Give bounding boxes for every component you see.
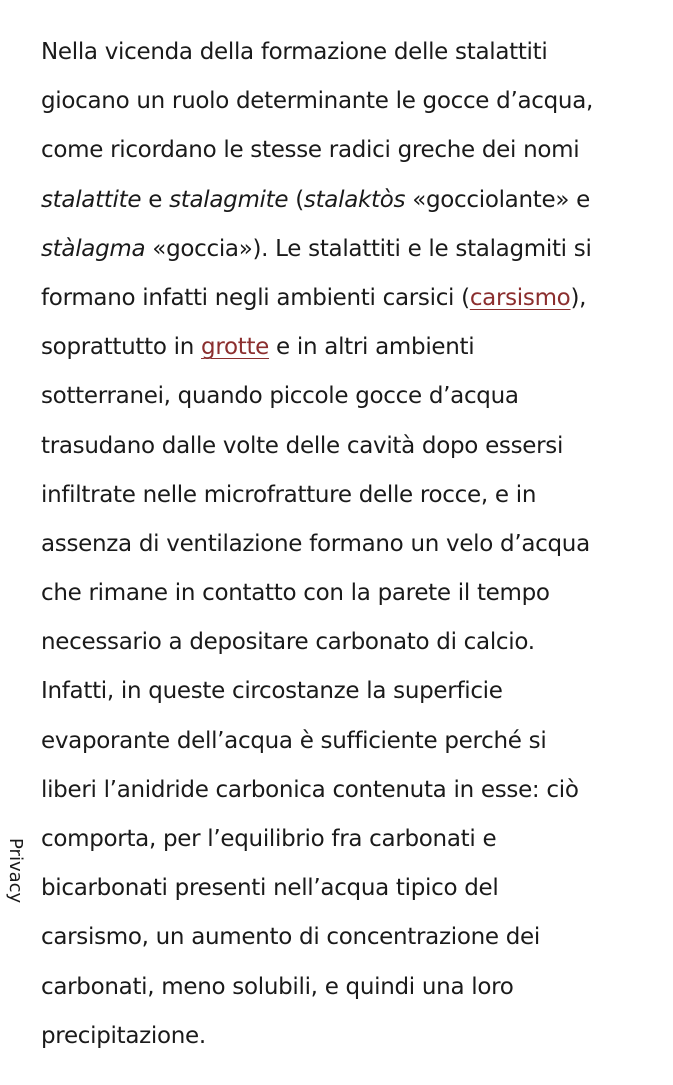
text-line: Infatti, in queste circostanze la superficie: [41, 678, 503, 705]
text-line: che rimane in contatto con la parete il tempo: [41, 580, 550, 607]
text-line: assenza di ventilazione formano un velo d’acqua: [41, 530, 590, 557]
text-line: comporta, per l’equilibrio fra carbonati e: [41, 826, 497, 852]
term-stalaktos: stalaktòs: [303, 186, 406, 213]
text-line: [41, 176, 669, 225]
text-line: carbonati, meno solubili, e quindi una loro: [41, 973, 514, 1000]
term-stalattite: stalattite: [41, 186, 142, 213]
privacy-label: Privacy: [5, 838, 26, 904]
carsismo-link[interactable]: carsismo: [469, 284, 571, 311]
text-line: liberi l’anidride carbonica contenuta in esse: ciò: [41, 776, 579, 803]
text-fragment: «goccia»). Le stalattiti e le stalagmiti si: [145, 235, 592, 262]
text-line: [41, 225, 669, 274]
text-line: [41, 323, 669, 372]
text-line: carsismo, un aumento di concentrazione dei: [41, 924, 540, 951]
text-fragment: «gocciolante» e: [405, 186, 590, 213]
text-fragment: soprattutto in: [41, 334, 202, 361]
text-line: Nella vicenda della formazione delle stalattiti: [41, 39, 548, 65]
article-paragraph: [41, 28, 669, 1061]
text-line: [41, 274, 669, 323]
text-line: evaporante dell’acqua è sufficiente perché si: [41, 727, 547, 754]
text-fragment: e in altri ambienti: [269, 334, 475, 361]
text-fragment: ),: [570, 284, 587, 311]
grotte-link[interactable]: grotte: [201, 334, 270, 361]
text-line: come ricordano le stesse radici greche dei nomi: [41, 137, 580, 164]
text-fragment: formano infatti negli ambienti carsici (: [41, 284, 470, 311]
text-line: trasudano dalle volte delle cavità dopo essersi: [41, 432, 564, 459]
text-line: sotterranei, quando piccole gocce d’acqua: [41, 383, 519, 410]
term-stalagma: stàlagma: [41, 235, 146, 262]
text-line: giocano un ruolo determinante le gocce d’acqua,: [41, 88, 594, 115]
text-line: precipitazione.: [41, 1022, 206, 1049]
term-stalagmite: stalagmite: [169, 186, 289, 213]
privacy-button[interactable]: [4, 838, 26, 928]
text-fragment: e: [141, 186, 170, 213]
text-line: bicarbonati presenti nell’acqua tipico del: [41, 875, 499, 902]
text-line: infiltrate nelle microfratture delle rocce, e in: [41, 481, 537, 508]
text-fragment: (: [288, 186, 304, 213]
text-line: necessario a depositare carbonato di calcio.: [41, 629, 535, 656]
